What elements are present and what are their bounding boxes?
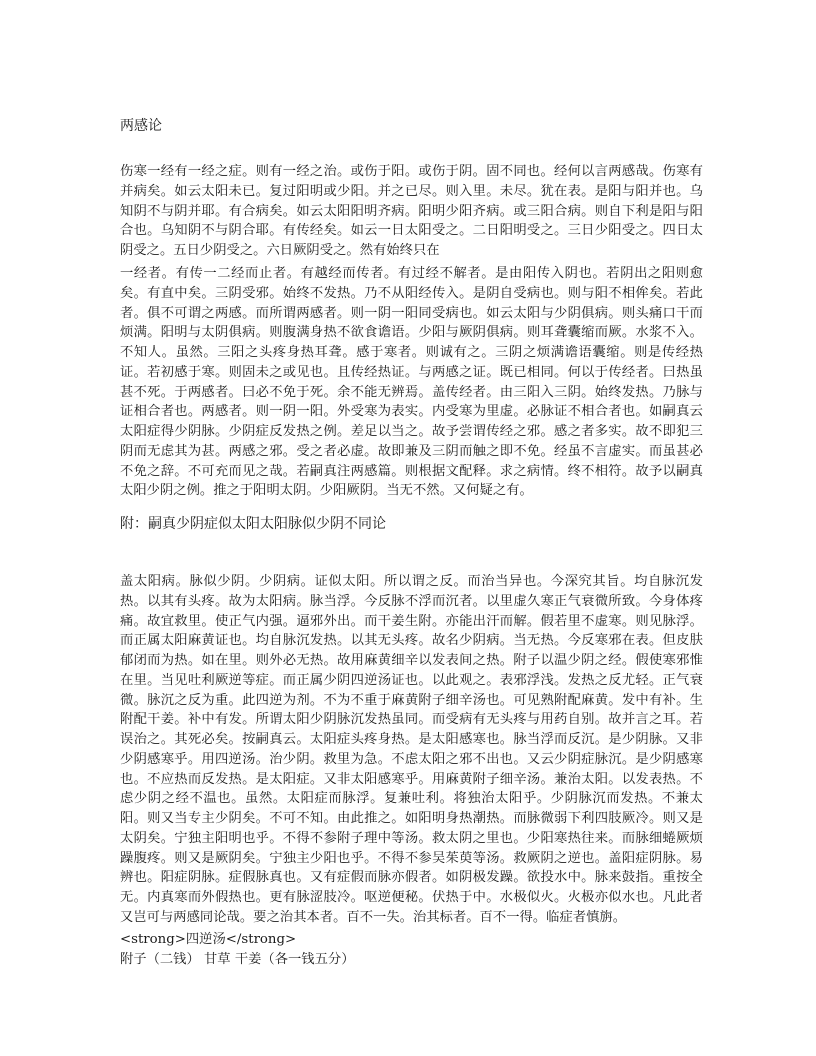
body-paragraph: 盖太阳病。脉似少阴。少阴病。证似太阳。所以谓之反。而治当异也。今深究其旨。均自脉沉发热。以其有头疼。故为太阳病。脉当浮。今反脉不浮而沉者。以里虚久寒正气衰微所致。今身体疼痛。故宜救里。使正气内强。逼邪外出。而干姜生附。亦能出汗而解。假若里不虚寒。则见脉浮。而正属太阳麻黄证也。均自脉沉发热。以其无头疼。故名少阴病。当无热。今反寒邪在表。但皮肤郁闭而为热。如在里。则外必无热。故用麻黄细辛以发表间之热。附子以温少阴之经。假使寒邪惟在里。当见吐利厥逆等症。而正属少阴四逆汤证也。以此观之。表邪浮浅。发热之反尤轻。正气衰微。脉沉之反为重。此四逆为剂。不为不重于麻黄附子细辛汤也。可见熟附配麻黄。发中有补。生附配干姜。补中有发。所谓太阳少阴脉沉发热虽同。而受病有无头疼与用药自别。故并言之耳。若误治之。其死必矣。按嗣真云。太阳症头疼身热。是太阳感寒也。脉当浮而反沉。是少阴脉。又非少阴感寒乎。用四逆汤。治少阴。救里为急。不虑太阳之邪不出也。又云少阴症脉沉。是少阴感寒也。不应热而反发热。是太阳症。又非太阳感寒乎。用麻黄附子细辛汤。兼治太阳。以发表热。不虑少阴之经不温也。虽然。太阳症而脉浮。复兼吐利。将独治太阳乎。少阴脉沉而发热。不兼太阳。则又当专主少阴矣。不可不知。由此推之。如阳明身热潮热。而脉微弱下利四肢厥冷。则又是太阴矣。宁独主阳明也乎。不得不参附子理中等汤。救太阴之里也。少阳寒热往来。而脉细蜷厥烦躁腹疼。则又是厥阴矣。宁独主少阳也乎。不得不参吴茱萸等汤。救厥阴之逆也。盖阳症阴脉。易辨也。阳症阴脉。症假脉真也。又有症假而脉亦假者。如阴极发躁。欲投水中。脉来鼓指。重按全无。内真寒而外假热也。更有脉涩肢冷。呕逆便秘。伏热于中。水极似火。火极亦似水也。凡此者又岂可与两感同论哉。要之治其本者。百不一失。治其标者。百不一得。临症者慎旃。: [120, 574, 703, 925]
section-subtitle: 附：嗣真少阴症似太阳太阳脉似少阴不同论: [120, 516, 386, 532]
body-paragraph: 一经者。有传一二经而止者。有越经而传者。有过经不解者。是由阳传入阴也。若阴出之阳则愈矣。有直中矣。三阴受邪。始终不发热。乃不从阳经传入。是阴自受病也。则与阳不相侔矣。若此者。俱不可谓之两感。而所谓两感者。则一阴一阳同受病也。如云太阳与少阴俱病。则头痛口干而烦满。阳明与太阴俱病。则腹满身热不欲食谵语。少阳与厥阴俱病。则耳聋囊缩而厥。水浆不入。不知人。虽然。三阳之头疼身热耳聋。感于寒者。则诚有之。三阴之烦满谵语囊缩。则是传经热证。若初感于寒。则固未之或见也。且传经热证。与两感之证。既已相同。何以于传经者。曰热虽甚不死。于两感者。曰必不免于死。余不能无辨焉。盖传经者。由三阳入三阴。始终发热。乃脉与证相合者也。两感者。则一阴一阳。外受寒为表实。内受寒为里虚。必脉证不相合者也。如嗣真云太阳症得少阴脉。少阴症反发热之例。差足以当之。故予尝谓传经之邪。感之者多实。故不即犯三阴而无虑其为甚。两感之邪。受之者必虚。故即兼及三阴而触之即不免。经虽不言虚实。而虽甚必不免之辞。不可充而见之哉。若嗣真注两感篇。则根据文配释。求之病情。终不相符。故予以嗣真太阳少阴之例。推之于阳明太阴。少阳厥阴。当无不然。又何疑之有。: [120, 266, 703, 499]
raw-markup-line: <strong>四逆汤</strong>: [120, 932, 297, 947]
body-paragraph: 伤寒一经有一经之症。则有一经之治。或伤于阳。或伤于阴。固不同也。经何以言两感哉。伤寒有并病矣。如云太阳未已。复过阳明或少阳。并之已尽。则入里。未尽。犹在表。是阳与阳并也。乌知阴不与阴并耶。有合病矣。如云太阳阳明齐病。阳明少阳齐病。或三阳合病。则自下利是阳与阳合也。乌知阴不与阴合耶。有传经矣。如云一日太阳受之。二日阳明受之。三日少阳受之。四日太阴受之。五日少阴受之。六日厥阴受之。然有始终只在: [120, 164, 703, 258]
ingredients-line: 附子（二钱） 甘草 干姜（各一钱五分）: [120, 952, 355, 967]
page-title: 两感论: [120, 118, 162, 134]
